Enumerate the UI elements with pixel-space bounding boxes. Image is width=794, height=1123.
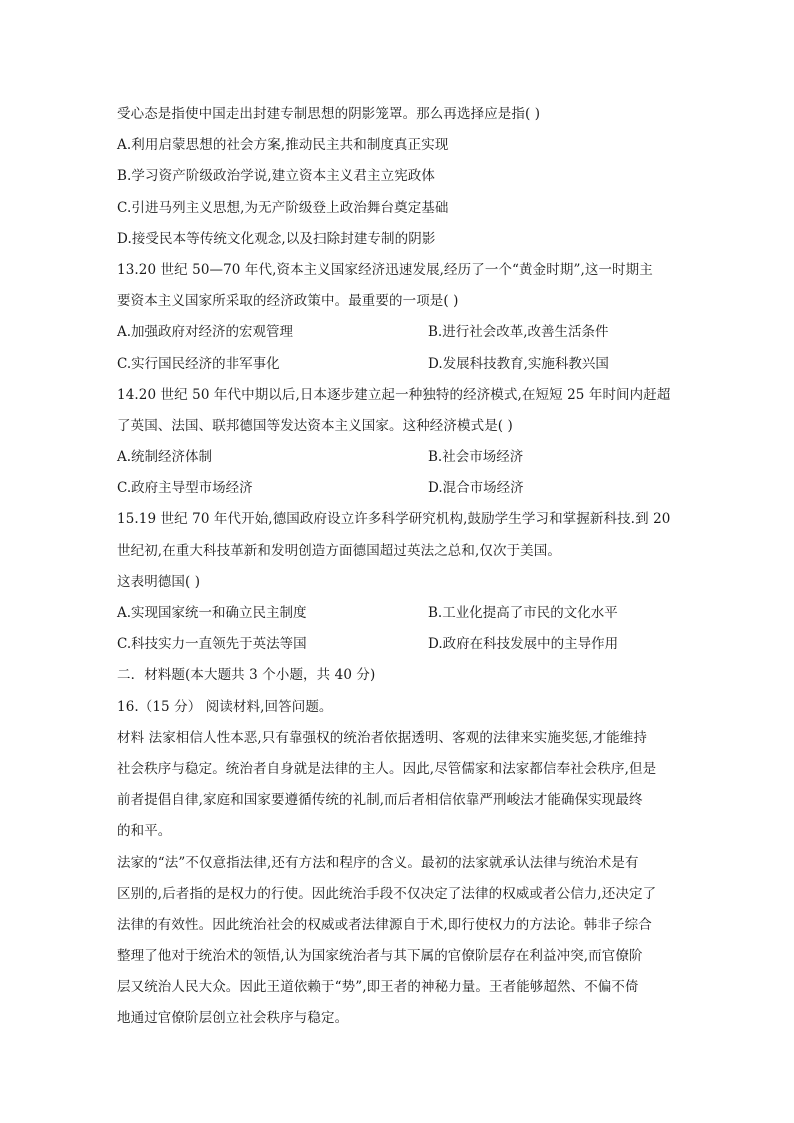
q15-option-c: C.科技实力一直领先于英法等国 — [117, 636, 307, 653]
q15-stem-line-2: 世纪初,在重大科技革新和发明创造方面德国超过英法之总和,仅次于美国。 — [117, 542, 561, 559]
q15-options-row-2 — [117, 629, 677, 660]
q14-option-a: A.统制经济体制 — [117, 449, 213, 466]
q14-option-b: B.社会市场经济 — [428, 449, 524, 466]
q16-p1-line-1: 材料 法家相信人性本恶,只有靠强权的统治者依据透明、客观的法律来实施奖惩,才能维持 — [117, 729, 647, 746]
q13-options-row-2 — [117, 349, 677, 380]
q12-stem-continuation: 受心态是指使中国走出封建专制思想的阴影笼罩。那么再选择应是指( ) — [117, 106, 541, 122]
q13-option-a: A.加强政府对经济的宏观管理 — [117, 324, 294, 341]
q13-option-d: D.发展科技教育,实施科教兴国 — [428, 355, 609, 372]
q12-option-a: A.利用启蒙思想的社会方案,推动民主共和制度真正实现 — [117, 137, 449, 154]
q14-option-c: C.政府主导型市场经济 — [117, 480, 253, 497]
q15-options-row-1 — [117, 598, 677, 629]
q15-option-b: B.工业化提高了市民的文化水平 — [428, 605, 618, 621]
q16-material-paragraph-2 — [117, 848, 677, 1035]
section-heading-material: 二．材料题(本大题共 3 个小题，共 40 分) — [117, 667, 376, 684]
q16-p2-line-3: 法律的有效性。因此统治社会的权威或者法律源自于术,即行使权力的方法论。韩非子综合 — [117, 916, 652, 933]
q15-stem-line-1: 15.19 世纪 70 年代开始,德国政府设立许多科学研究机构,鼓励学生学习和掌握新科技.到 20 — [117, 511, 671, 528]
q13-stem-line-2: 要资本主义国家所采取的经济政策中。最重要的一项是( ) — [117, 293, 459, 310]
q16-heading: 16.（15 分） 阅读材料,回答问题。 — [117, 698, 333, 715]
q16-p2-line-6: 地通过官僚阶层创立社会秩序与稳定。 — [117, 1010, 349, 1027]
q13-options-row-1 — [117, 317, 677, 348]
q16-p2-line-1: 法家的“法”不仅意指法律,还有方法和程序的含义。最初的法家就承认法律与统治术是有 — [117, 854, 639, 871]
q13-option-c: C.实行国民经济的非军事化 — [117, 355, 280, 372]
q16-p2-line-4: 整理了他对于统治术的领悟,认为国家统治者与其下属的官僚阶层存在利益冲突,而官僚阶 — [117, 948, 643, 965]
q12-option-d: D.接受民本等传统文化观念,以及扫除封建专制的阴影 — [117, 230, 436, 247]
q13-option-b: B.进行社会改革,改善生活条件 — [428, 324, 609, 341]
q12-option-c: C.引进马列主义思想,为无产阶级登上政治舞台奠定基础 — [117, 199, 449, 216]
q12-option-b: B.学习资产阶级政治学说,建立资本主义君主立宪政体 — [117, 168, 436, 185]
q13-stem-line-1: 13.20 世纪 50—70 年代,资本主义国家经济迅速发展,经历了一个“黄金时期”,这一时期主 — [117, 261, 653, 278]
q14-option-d: D.混合市场经济 — [428, 480, 524, 497]
q16-p1-line-2: 社会秩序与稳定。统治者自身就是法律的主人。因此,尽管儒家和法家都信奉社会秩序,但是 — [117, 760, 657, 777]
q15-stem-line-3: 这表明德国( ) — [117, 573, 201, 590]
q16-p2-line-5: 层又统治人民大众。因此王道依赖于“势”,即王者的神秘力量。王者能够超然、不偏不倚 — [117, 979, 639, 996]
q14-options-row-2 — [117, 473, 677, 504]
q16-p1-line-4: 的和平。 — [117, 823, 172, 840]
q15-option-a: A.实现国家统一和确立民主制度 — [117, 605, 307, 621]
q16-p2-line-2: 区别的,后者指的是权力的行使。因此统治手段不仅决定了法律的权威或者公信力,还决定了 — [117, 885, 657, 902]
q14-stem-line-2: 了英国、法国、联邦德国等发达资本主义国家。这种经济模式是( ) — [117, 417, 513, 434]
q14-options-row-1 — [117, 442, 677, 473]
q16-material-paragraph-1 — [117, 723, 677, 848]
exam-page — [117, 99, 677, 1035]
q14-stem-line-1: 14.20 世纪 50 年代中期以后,日本逐步建立起一种独特的经济模式,在短短 25 年时间内赶超 — [117, 386, 671, 403]
q16-p1-line-3: 前者提倡自律,家庭和国家要遵循传统的礼制,而后者相信依靠严刑峻法才能确保实现最终 — [117, 792, 643, 809]
q15-option-d: D.政府在科技发展中的主导作用 — [428, 636, 619, 653]
